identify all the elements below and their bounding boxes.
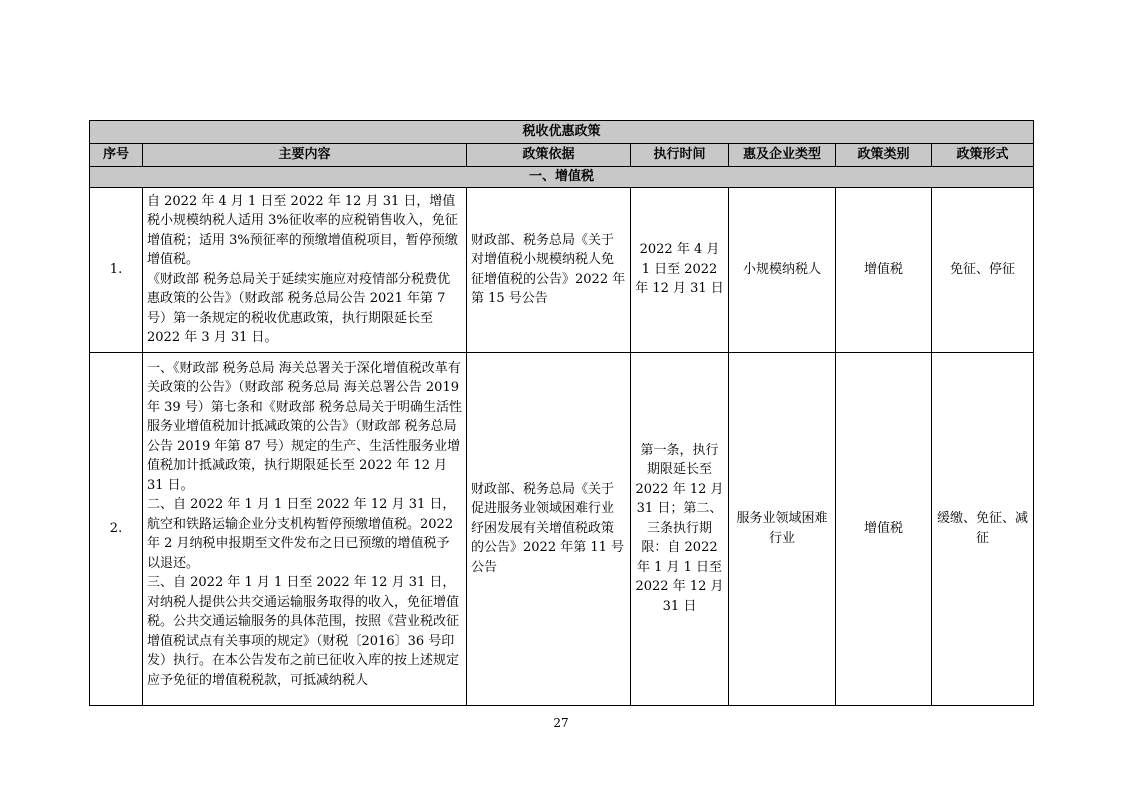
row-seq: 1. xyxy=(90,187,143,352)
row-form: 缓缴、免征、减征 xyxy=(932,352,1034,705)
content-paragraph: 三、自 2022 年 1 月 1 日至 2022 年 12 月 31 日，对纳税人提供公共交通运输服务取得的收入，免征增值税。公共交通运输服务的具体范围，按照《营业税改征增值税试点有关事项的规定》（财税〔2016〕36 号印发）执行。在本公告发布之前已征收入库的按上述规定应予免征的增值税税款，可抵减纳税人 xyxy=(147,575,460,688)
header-category: 政策类别 xyxy=(836,144,932,167)
row-enterprise: 小规模纳税人 xyxy=(729,187,836,352)
page-number: 27 xyxy=(553,716,569,730)
content-clip xyxy=(147,359,462,699)
row-time: 第一条，执行期限延长至 2022 年 12 月 31 日；第二、三条执行期限：自 2022 年 1 月 1 日至 2022 年 12 月 31 日 xyxy=(631,352,729,705)
table-row xyxy=(90,187,1034,352)
row-time: 2022 年 4 月 1 日至 2022 年 12 月 31 日 xyxy=(631,187,729,352)
header-enterprise: 惠及企业类型 xyxy=(729,144,836,167)
row-category: 增值税 xyxy=(836,352,932,705)
content-paragraph: 自 2022 年 4 月 1 日至 2022 年 12 月 31 日，增值税小规模纳税人适用 3%征收率的应税销售收入，免征增值税；适用 3%预征率的预缴增值税项目，暂停预缴增值税。 xyxy=(147,193,458,267)
section-row xyxy=(90,167,1034,188)
table-row xyxy=(90,352,1034,705)
content-paragraph: 一、《财政部 税务总局 海关总署关于深化增值税改革有关政策的公告》（财政部 税务总局 海关总署公告 2019 年 39 号）第七条和《财政部 税务总局关于明确生活性服务业增值税加计抵减政策的公告》（财政部 税务总局公告 2019 年第 87 号）规定的生产、生活性服务业增值税加计抵减政策，执行期限延长至 2022 年 12 月 31 日。 xyxy=(147,360,462,493)
row-form: 免征、停征 xyxy=(932,187,1034,352)
row-basis: 财政部、税务总局《关于促进服务业领域困难行业纾困发展有关增值税政策的公告》2022 年第 11 号公告 xyxy=(467,352,631,705)
content-paragraph: 二、自 2022 年 1 月 1 日至 2022 年 12 月 31 日，航空和铁路运输企业分支机构暂停预缴增值税。2022 年 2 月纳税申报期至文件发布之日已预缴的增值税予以退还。 xyxy=(147,497,456,571)
row-basis: 财政部、税务总局《关于对增值税小规模纳税人免征增值税的公告》2022 年第 15 号公告 xyxy=(467,187,631,352)
table-title: 税收优惠政策 xyxy=(90,121,1034,144)
row-category: 增值税 xyxy=(836,187,932,352)
row-content xyxy=(143,352,467,705)
header-time: 执行时间 xyxy=(631,144,729,167)
tax-policy-table xyxy=(89,120,1034,706)
section-title: 一、增值税 xyxy=(90,167,1034,188)
table-title-row xyxy=(90,121,1034,144)
header-basis: 政策依据 xyxy=(467,144,631,167)
table-header-row xyxy=(90,144,1034,167)
row-enterprise: 服务业领域困难行业 xyxy=(729,352,836,705)
header-content: 主要内容 xyxy=(143,144,467,167)
row-seq: 2. xyxy=(90,352,143,705)
row-content xyxy=(143,187,467,352)
header-form: 政策形式 xyxy=(932,144,1034,167)
content-paragraph: 《财政部 税务总局关于延续实施应对疫情部分税费优惠政策的公告》（财政部 税务总局公告 2021 年第 7 号）第一条规定的税收优惠政策，执行期限延长至 2022 年 3 月 31 日。 xyxy=(147,271,451,345)
header-seq: 序号 xyxy=(90,144,143,167)
